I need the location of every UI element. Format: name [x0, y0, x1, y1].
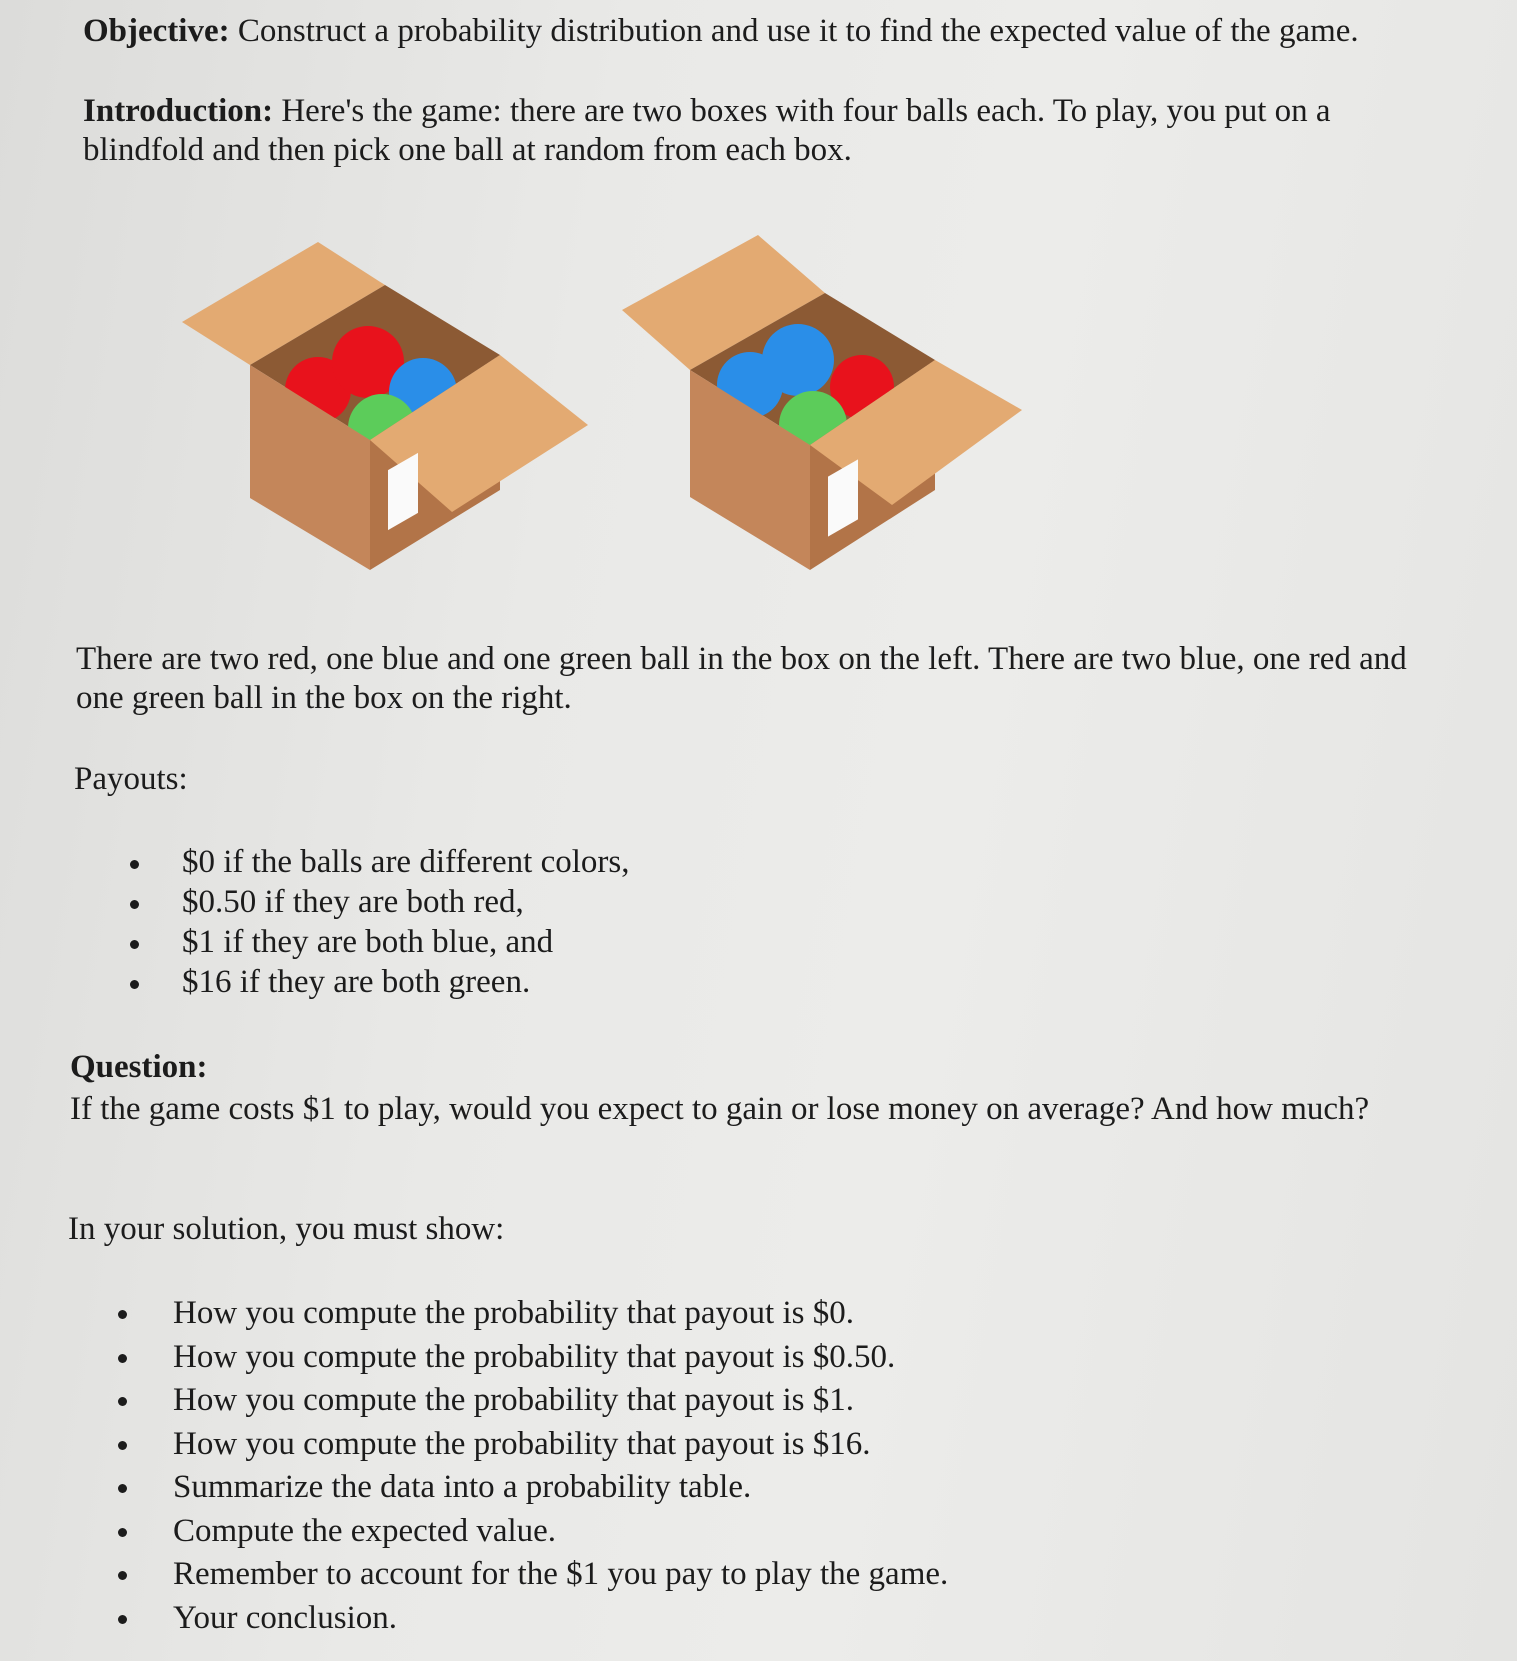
solution-item: How you compute the probability that payout is $0. — [118, 1292, 948, 1336]
solution-list — [118, 1292, 948, 1640]
solution-item: Summarize the data into a probability table. — [118, 1466, 948, 1510]
question-text: If the game costs $1 to play, would you expect to gain or lose money on average? And how much? — [70, 1091, 1370, 1127]
payout-item: $0 if the balls are different colors, — [130, 842, 629, 882]
solution-item: How you compute the probability that payout is $0.50. — [118, 1336, 948, 1380]
solution-intro: In your solution, you must show: — [68, 1211, 505, 1247]
payout-item: $16 if they are both green. — [130, 962, 629, 1002]
introduction-paragraph — [83, 92, 1413, 170]
description-paragraph: There are two red, one blue and one green ball in the box on the left. There are two blue, one red and one green ball in the box on the right. — [76, 641, 1407, 716]
introduction-label: Introduction: — [83, 93, 274, 129]
payout-list — [130, 842, 629, 1002]
objective-text: Construct a probability distribution and use it to find the expected value of the game. — [229, 13, 1359, 49]
solution-item: Remember to account for the $1 you pay to play the game. — [118, 1553, 948, 1597]
payout-item: $0.50 if they are both red, — [130, 882, 629, 922]
right-box — [622, 235, 1022, 570]
solution-item: Compute the expected value. — [118, 1510, 948, 1554]
left-box — [182, 242, 588, 570]
question-title: Question: — [70, 1049, 208, 1085]
solution-item: How you compute the probability that payout is $1. — [118, 1379, 948, 1423]
payout-item: $1 if they are both blue, and — [130, 922, 629, 962]
objective-paragraph — [83, 12, 1483, 51]
solution-item: How you compute the probability that payout is $16. — [118, 1423, 948, 1467]
right-blue-ball-2 — [762, 324, 834, 396]
payouts-label: Payouts: — [74, 761, 188, 797]
boxes-illustration — [170, 230, 1070, 590]
objective-label: Objective: — [83, 13, 230, 49]
introduction-text: Here's the game: there are two boxes with four balls each. To play, you put on a blindfold and then pick one ball at random from each box. — [83, 93, 1331, 168]
solution-item: Your conclusion. — [118, 1597, 948, 1641]
